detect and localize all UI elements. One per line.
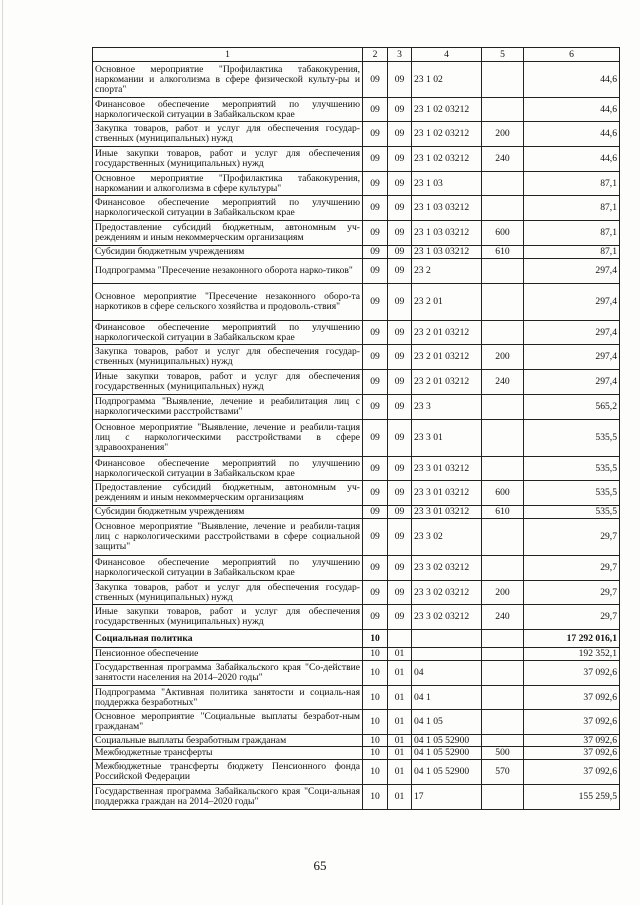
table-row <box>93 581 620 605</box>
target-article-code: 23 1 03 03212 <box>412 221 482 246</box>
amount: 192 352,1 <box>524 648 620 661</box>
expense-type-code <box>482 172 524 196</box>
amount: 297,4 <box>524 321 620 345</box>
target-article-code: 23 2 01 03212 <box>412 321 482 345</box>
expense-type-code: 200 <box>482 581 524 605</box>
item-name: Финансовое обеспечение мероприятий по улучшению наркологической ситуации в Забайкальском крае <box>93 457 363 481</box>
expense-type-code <box>482 196 524 221</box>
header-col-4: 4 <box>412 48 482 62</box>
subsection-code: 09 <box>388 370 412 395</box>
target-article-code: 23 3 01 03212 <box>412 481 482 506</box>
target-article-code: 23 3 01 03212 <box>412 506 482 519</box>
amount: 29,7 <box>524 519 620 556</box>
target-article-code: 04 1 05 <box>412 710 482 735</box>
table-row <box>93 481 620 506</box>
amount: 87,1 <box>524 246 620 259</box>
table-row <box>93 122 620 147</box>
target-article-code: 23 1 03 <box>412 172 482 196</box>
expense-type-code: 610 <box>482 506 524 519</box>
table-row <box>93 710 620 735</box>
item-name: Пенсионное обеспечение <box>93 648 363 661</box>
amount: 535,5 <box>524 457 620 481</box>
section-code: 10 <box>363 735 388 747</box>
subsection-code: 09 <box>388 519 412 556</box>
table-row <box>93 259 620 284</box>
section-code: 09 <box>363 221 388 246</box>
amount: 29,7 <box>524 605 620 630</box>
section-code: 09 <box>363 581 388 605</box>
target-article-code: 23 2 <box>412 259 482 284</box>
amount: 297,4 <box>524 370 620 395</box>
table-row <box>93 519 620 556</box>
subsection-code: 09 <box>388 147 412 172</box>
item-name: Основное мероприятие "Профилактика табакокурения, наркомании и алкоголизма в сфере культуры" <box>93 172 363 196</box>
expense-type-code <box>482 519 524 556</box>
amount: 87,1 <box>524 172 620 196</box>
target-article-code: 23 1 02 03212 <box>412 98 482 122</box>
amount: 155 259,5 <box>524 785 620 810</box>
section-code: 10 <box>363 661 388 686</box>
table-row <box>93 686 620 710</box>
header-col-2: 2 <box>363 48 388 62</box>
section-code: 09 <box>363 62 388 98</box>
amount: 29,7 <box>524 556 620 581</box>
header-col-3: 3 <box>388 48 412 62</box>
section-code: 10 <box>363 648 388 661</box>
section-code: 09 <box>363 605 388 630</box>
table-row <box>93 147 620 172</box>
target-article-code: 23 3 02 03212 <box>412 605 482 630</box>
section-code: 10 <box>363 760 388 785</box>
subsection-code: 09 <box>388 420 412 457</box>
item-name: Основное мероприятие "Пресечение незаконного оборо-та наркотиков в сфере сельского хозяйства и продоволь-ствия" <box>93 284 363 321</box>
expense-type-code: 240 <box>482 605 524 630</box>
item-name: Основное мероприятие "Профилактика табакокурения, наркомании и алкоголизма в сфере физической культу-ры и спорта" <box>93 62 363 98</box>
subsection-code: 09 <box>388 196 412 221</box>
item-name: Социальная политика <box>93 630 363 648</box>
item-name: Финансовое обеспечение мероприятий по улучшению наркологической ситуации в Забайкальском крае <box>93 196 363 221</box>
section-code: 09 <box>363 98 388 122</box>
subsection-code: 09 <box>388 395 412 420</box>
section-code: 09 <box>363 147 388 172</box>
item-name: Закупка товаров, работ и услуг для обеспечения государ-ственных (муниципальных) нужд <box>93 581 363 605</box>
target-article-code: 23 3 02 03212 <box>412 581 482 605</box>
expense-type-code <box>482 98 524 122</box>
expense-type-code: 200 <box>482 345 524 370</box>
item-name: Основное мероприятие "Выявление, лечение и реабили-тация лиц с наркологическими расстройствами в сфере социальной защиты" <box>93 519 363 556</box>
header-row <box>93 48 620 62</box>
subsection-code: 09 <box>388 246 412 259</box>
item-name: Закупка товаров, работ и услуг для обеспечения государ-ственных (муниципальных) нужд <box>93 345 363 370</box>
subsection-code: 01 <box>388 785 412 810</box>
expense-type-code: 570 <box>482 760 524 785</box>
expense-type-code <box>482 395 524 420</box>
item-name: Государственная программа Забайкальского края "Со-действие занятости населения на 2014–2020 годы" <box>93 661 363 686</box>
amount: 297,4 <box>524 345 620 370</box>
section-code: 09 <box>363 246 388 259</box>
subsection-code: 09 <box>388 457 412 481</box>
section-code: 09 <box>363 259 388 284</box>
target-article-code: 23 3 02 <box>412 519 482 556</box>
table-row <box>93 321 620 345</box>
subsection-code: 09 <box>388 259 412 284</box>
target-article-code: 23 1 02 03212 <box>412 122 482 147</box>
section-code: 09 <box>363 196 388 221</box>
target-article-code: 04 1 05 52900 <box>412 760 482 785</box>
page-edge <box>2 0 3 905</box>
table-body <box>93 62 620 810</box>
section-code: 09 <box>363 370 388 395</box>
expense-type-code <box>482 630 524 648</box>
expense-type-code <box>482 420 524 457</box>
table-row <box>93 172 620 196</box>
table-row <box>93 605 620 630</box>
subsection-code: 01 <box>388 760 412 785</box>
item-name: Основное мероприятие "Выявление, лечение и реабили-тация лиц с наркологическими расстройствами в сфере здравоохранения" <box>93 420 363 457</box>
expense-type-code <box>482 62 524 98</box>
table-row <box>93 506 620 519</box>
subsection-code: 09 <box>388 581 412 605</box>
item-name: Межбюджетные трансферты бюджету Пенсионного фонда Российской Федерации <box>93 760 363 785</box>
expense-type-code <box>482 710 524 735</box>
table-row <box>93 457 620 481</box>
table-row <box>93 735 620 747</box>
page-number: 65 <box>313 858 327 873</box>
table-row <box>93 760 620 785</box>
table-row <box>93 395 620 420</box>
target-article-code: 23 3 02 03212 <box>412 556 482 581</box>
target-article-code: 23 2 01 03212 <box>412 345 482 370</box>
item-name: Закупка товаров, работ и услуг для обеспечения государ-ственных (муниципальных) нужд <box>93 122 363 147</box>
header-col-6: 6 <box>524 48 620 62</box>
subsection-code: 01 <box>388 710 412 735</box>
target-article-code: 23 1 03 03212 <box>412 246 482 259</box>
target-article-code: 04 1 05 52900 <box>412 747 482 760</box>
subsection-code: 09 <box>388 172 412 196</box>
item-name: Иные закупки товаров, работ и услуг для обеспечения государственных (муниципальных) нужд <box>93 370 363 395</box>
section-code: 09 <box>363 457 388 481</box>
item-name: Основное мероприятие "Социальные выплаты безработ-ным гражданам" <box>93 710 363 735</box>
table-row <box>93 648 620 661</box>
expense-type-code: 240 <box>482 147 524 172</box>
section-code: 09 <box>363 172 388 196</box>
target-article-code: 04 1 05 52900 <box>412 735 482 747</box>
expense-type-code: 610 <box>482 246 524 259</box>
target-article-code: 23 1 02 03212 <box>412 147 482 172</box>
target-article-code <box>412 630 482 648</box>
amount: 44,6 <box>524 62 620 98</box>
table-row <box>93 630 620 648</box>
subsection-code: 01 <box>388 735 412 747</box>
item-name: Предоставление субсидий бюджетным, автономным уч-реждениям и иным некоммерческим организациям <box>93 481 363 506</box>
table-row <box>93 284 620 321</box>
section-code: 10 <box>363 630 388 648</box>
subsection-code: 09 <box>388 345 412 370</box>
subsection-code: 01 <box>388 747 412 760</box>
table-row <box>93 62 620 98</box>
target-article-code: 23 1 02 <box>412 62 482 98</box>
section-code: 09 <box>363 519 388 556</box>
item-name: Иные закупки товаров, работ и услуг для обеспечения государственных (муниципальных) нужд <box>93 147 363 172</box>
amount: 37 092,6 <box>524 747 620 760</box>
target-article-code <box>412 648 482 661</box>
table-row <box>93 345 620 370</box>
item-name: Подпрограмма "Пресечение незаконного оборота нарко-тиков" <box>93 259 363 284</box>
table-row <box>93 785 620 810</box>
table-row <box>93 221 620 246</box>
target-article-code: 23 1 03 03212 <box>412 196 482 221</box>
target-article-code: 17 <box>412 785 482 810</box>
section-code: 09 <box>363 420 388 457</box>
target-article-code: 23 2 01 <box>412 284 482 321</box>
amount: 37 092,6 <box>524 760 620 785</box>
expense-type-code <box>482 556 524 581</box>
expense-type-code <box>482 321 524 345</box>
amount: 37 092,6 <box>524 686 620 710</box>
expense-type-code <box>482 284 524 321</box>
amount: 297,4 <box>524 259 620 284</box>
amount: 17 292 016,1 <box>524 630 620 648</box>
target-article-code: 23 3 <box>412 395 482 420</box>
section-code: 10 <box>363 686 388 710</box>
section-code: 09 <box>363 481 388 506</box>
amount: 44,6 <box>524 98 620 122</box>
amount: 535,5 <box>524 506 620 519</box>
subsection-code: 09 <box>388 506 412 519</box>
section-code: 09 <box>363 395 388 420</box>
section-code: 10 <box>363 785 388 810</box>
section-code: 09 <box>363 556 388 581</box>
header-col-1: 1 <box>93 48 363 62</box>
expense-type-code <box>482 259 524 284</box>
subsection-code: 09 <box>388 321 412 345</box>
table-row <box>93 661 620 686</box>
expense-type-code <box>482 457 524 481</box>
section-code: 10 <box>363 710 388 735</box>
section-code: 09 <box>363 506 388 519</box>
subsection-code: 09 <box>388 284 412 321</box>
amount: 29,7 <box>524 581 620 605</box>
expense-type-code: 500 <box>482 747 524 760</box>
budget-table <box>92 47 620 810</box>
expense-type-code: 200 <box>482 122 524 147</box>
section-code: 09 <box>363 321 388 345</box>
item-name: Предоставление субсидий бюджетным, автономным уч-реждениям и иным некоммерческим организациям <box>93 221 363 246</box>
expense-type-code: 600 <box>482 481 524 506</box>
subsection-code: 09 <box>388 556 412 581</box>
table-row <box>93 747 620 760</box>
amount: 535,5 <box>524 420 620 457</box>
item-name: Государственная программа Забайкальского края "Соци-альная поддержка граждан на 2014–2020 годы" <box>93 785 363 810</box>
amount: 535,5 <box>524 481 620 506</box>
expense-type-code: 240 <box>482 370 524 395</box>
expense-type-code <box>482 785 524 810</box>
table-row <box>93 98 620 122</box>
target-article-code: 23 3 01 03212 <box>412 457 482 481</box>
item-name: Социальные выплаты безработным гражданам <box>93 735 363 747</box>
target-article-code: 23 2 01 03212 <box>412 370 482 395</box>
expense-type-code: 600 <box>482 221 524 246</box>
table-row <box>93 556 620 581</box>
amount: 37 092,6 <box>524 710 620 735</box>
amount: 565,2 <box>524 395 620 420</box>
table-row <box>93 420 620 457</box>
amount: 44,6 <box>524 122 620 147</box>
subsection-code: 09 <box>388 221 412 246</box>
item-name: Межбюджетные трансферты <box>93 747 363 760</box>
amount: 87,1 <box>524 221 620 246</box>
section-code: 09 <box>363 122 388 147</box>
subsection-code: 01 <box>388 648 412 661</box>
item-name: Подпрограмма "Выявление, лечение и реабилитация лиц с наркологическими расстройствами" <box>93 395 363 420</box>
item-name: Финансовое обеспечение мероприятий по улучшению наркологической ситуации в Забайкальском крае <box>93 98 363 122</box>
section-code: 09 <box>363 284 388 321</box>
item-name: Субсидии бюджетным учреждениям <box>93 506 363 519</box>
table-row <box>93 246 620 259</box>
target-article-code: 04 1 <box>412 686 482 710</box>
target-article-code: 04 <box>412 661 482 686</box>
subsection-code: 09 <box>388 605 412 630</box>
expense-type-code <box>482 686 524 710</box>
item-name: Субсидии бюджетным учреждениям <box>93 246 363 259</box>
table-row <box>93 370 620 395</box>
section-code: 09 <box>363 345 388 370</box>
expense-type-code <box>482 661 524 686</box>
expense-type-code <box>482 735 524 747</box>
amount: 87,1 <box>524 196 620 221</box>
section-code: 10 <box>363 747 388 760</box>
item-name: Иные закупки товаров, работ и услуг для обеспечения государственных (муниципальных) нужд <box>93 605 363 630</box>
subsection-code: 09 <box>388 481 412 506</box>
subsection-code: 09 <box>388 98 412 122</box>
subsection-code <box>388 630 412 648</box>
subsection-code: 09 <box>388 122 412 147</box>
expense-type-code <box>482 648 524 661</box>
item-name: Финансовое обеспечение мероприятий по улучшению наркологической ситуации в Забайкальском крае <box>93 556 363 581</box>
amount: 37 092,6 <box>524 661 620 686</box>
subsection-code: 09 <box>388 62 412 98</box>
subsection-code: 01 <box>388 686 412 710</box>
target-article-code: 23 3 01 <box>412 420 482 457</box>
amount: 44,6 <box>524 147 620 172</box>
amount: 37 092,6 <box>524 735 620 747</box>
item-name: Финансовое обеспечение мероприятий по улучшению наркологической ситуации в Забайкальском крае <box>93 321 363 345</box>
header-col-5: 5 <box>482 48 524 62</box>
subsection-code: 01 <box>388 661 412 686</box>
amount: 297,4 <box>524 284 620 321</box>
item-name: Подпрограмма "Активная политика занятости и социаль-ная поддержка безработных" <box>93 686 363 710</box>
table-row <box>93 196 620 221</box>
